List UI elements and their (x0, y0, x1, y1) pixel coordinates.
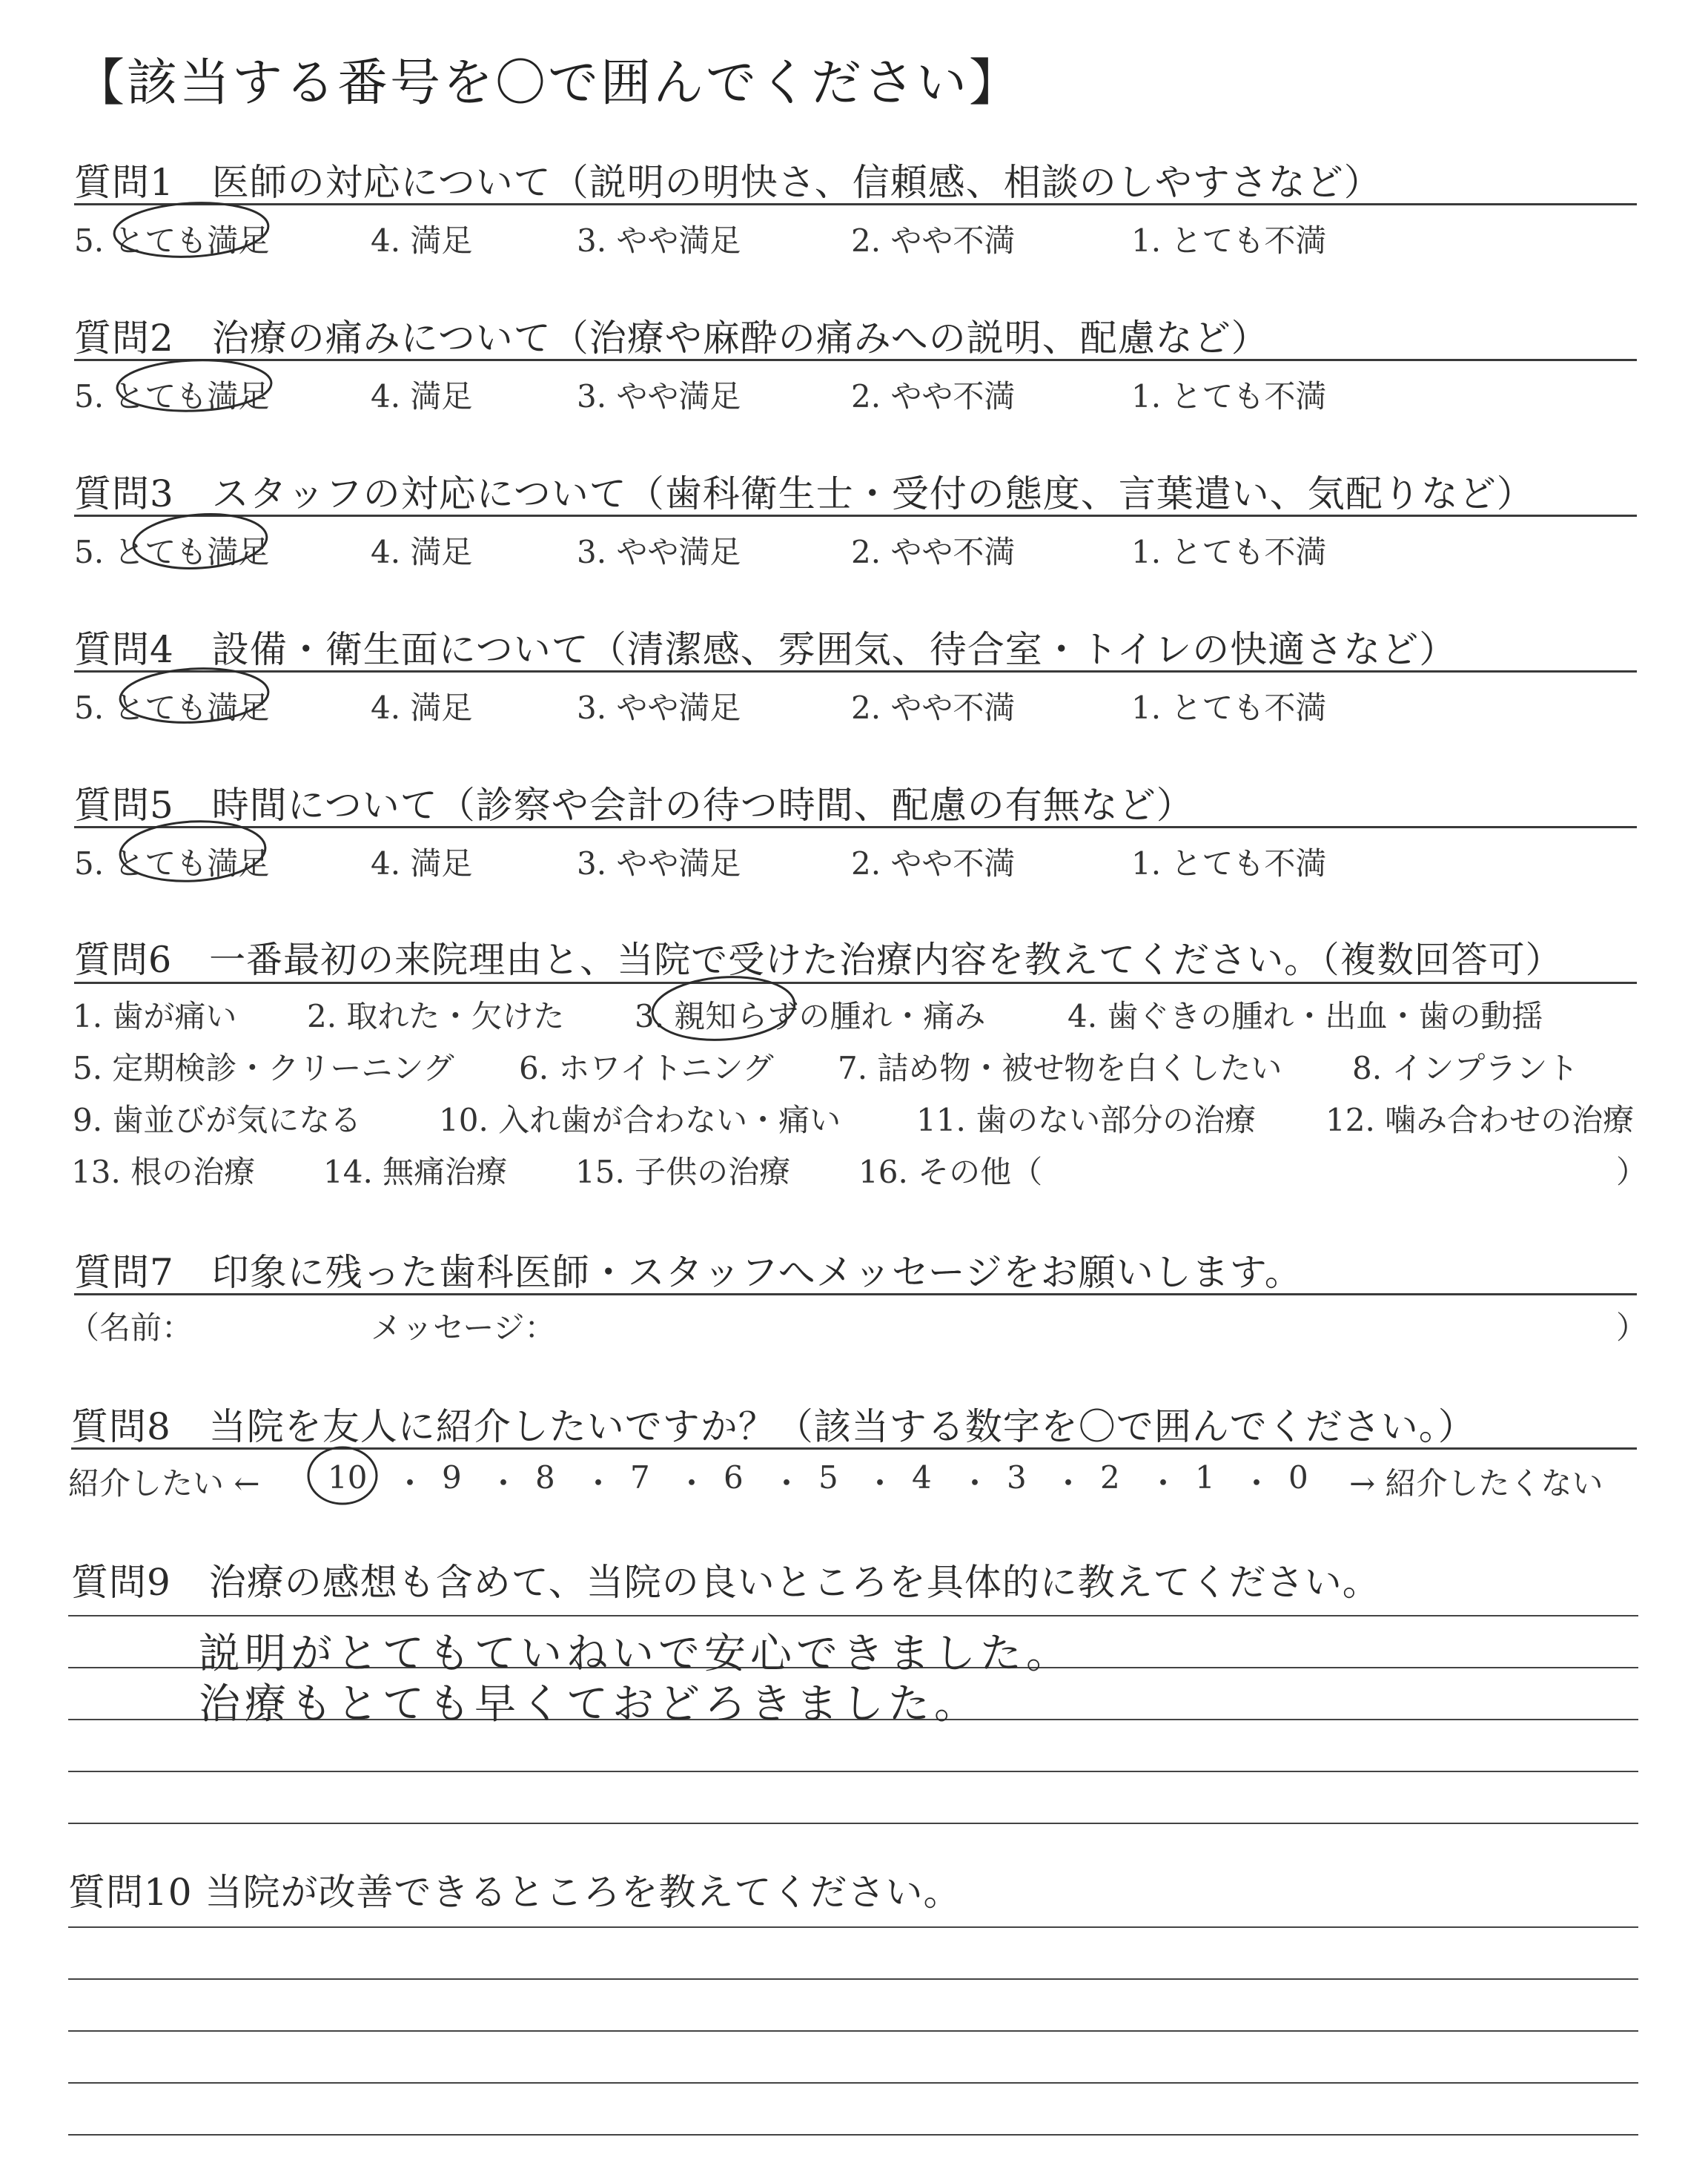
q10-heading: 質問10 当院が改善できるところを教えてください。 (68, 1871, 961, 1914)
q8-heading: 質問8 当院を友人に紹介したいですか？（該当する数字を〇で囲んでください。） (71, 1405, 1476, 1448)
q2-option-2[interactable]: 2. やや不満 (851, 378, 1016, 415)
q5-option-1[interactable]: 1. とても不満 (1131, 845, 1327, 882)
q5-option-3[interactable]: 3. やや満足 (577, 845, 741, 882)
q8-separator: ・ (583, 1465, 615, 1502)
q1-heading: 質問1 医師の対応について（説明の明快さ、信頼感、相談のしやすさなど） (74, 161, 1382, 204)
q8-separator: ・ (864, 1465, 896, 1502)
q8-separator: ・ (394, 1465, 426, 1502)
q4-option-4[interactable]: 4. 満足 (371, 690, 473, 726)
q6-option-11[interactable]: 11. 歯のない部分の治療 (916, 1102, 1257, 1138)
q8-score-3[interactable]: 3 (1007, 1459, 1027, 1496)
q4-option-5[interactable]: 5. とても満足 (74, 690, 270, 726)
q1-option-1[interactable]: 1. とても不満 (1131, 222, 1327, 259)
q2-heading: 質問2 治療の痛みについて（治療や麻酔の痛みへの説明、配慮など） (74, 317, 1269, 360)
q8-separator: ・ (959, 1465, 991, 1502)
q3-option-1[interactable]: 1. とても不満 (1131, 534, 1327, 570)
q5-option-5[interactable]: 5. とても満足 (74, 845, 270, 882)
q2-option-1[interactable]: 1. とても不満 (1131, 378, 1327, 415)
q1-option-3[interactable]: 3. やや満足 (577, 222, 741, 259)
q6-option-14[interactable]: 14. 無痛治療 (323, 1154, 508, 1190)
q7-name-label: （名前： (68, 1309, 193, 1346)
q8-separator: ・ (488, 1465, 520, 1502)
q6-option-13[interactable]: 13. 根の治療 (71, 1154, 256, 1190)
q2-selection-circle (116, 357, 272, 413)
q8-separator: ・ (1053, 1465, 1085, 1502)
q3-option-5[interactable]: 5. とても満足 (74, 534, 270, 570)
q8-score-8[interactable]: 8 (535, 1459, 555, 1496)
q8-separator: ・ (676, 1465, 708, 1502)
q6-option-8[interactable]: 8. インプラント (1352, 1050, 1579, 1086)
q8-separator: ・ (1241, 1465, 1273, 1502)
form-title: 【該当する番号を〇で囲んでください】 (74, 54, 1022, 113)
q8-score-10[interactable]: 10 (328, 1459, 368, 1496)
q6-option-10[interactable]: 10. 入れ歯が合わない・痛い (439, 1102, 841, 1138)
q4-option-2[interactable]: 2. やや不満 (851, 690, 1016, 726)
q8-score-2[interactable]: 2 (1100, 1459, 1120, 1496)
q2-option-4[interactable]: 4. 満足 (371, 378, 473, 415)
q2-option-5[interactable]: 5. とても満足 (74, 378, 270, 415)
q1-selection-circle (113, 199, 269, 261)
q6-option-2[interactable]: 2. 取れた・欠けた (307, 998, 565, 1034)
q8-left-label: 紹介したい ← (68, 1465, 260, 1502)
q7-message-label: メッセージ： (371, 1309, 556, 1346)
q4-selection-circle (119, 665, 269, 726)
q6-selection-circle (650, 972, 796, 1044)
q1-option-5[interactable]: 5. とても満足 (74, 222, 270, 259)
q7-heading: 質問7 印象に残った歯科医師・スタッフへメッセージをお願いします。 (74, 1251, 1302, 1294)
q8-score-5[interactable]: 5 (818, 1459, 838, 1496)
q6-option-6[interactable]: 6. ホワイトニング (519, 1050, 774, 1086)
q3-selection-circle (132, 510, 269, 572)
q3-option-4[interactable]: 4. 満足 (371, 534, 473, 570)
q4-heading: 質問4 設備・衛生面について（清潔感、雰囲気、待合室・トイレの快適さなど） (74, 628, 1457, 671)
q9-answer-line-2[interactable]: 治療もとても早くておどろきました。 (199, 1680, 980, 1728)
q6-other-close: ） (1616, 1154, 1648, 1190)
q9-heading: 質問9 治療の感想も含めて、当院の良いところを具体的に教えてください。 (71, 1561, 1380, 1604)
q4-option-3[interactable]: 3. やや満足 (577, 690, 741, 726)
q6-option-7[interactable]: 7. 詰め物・被せ物を白くしたい (838, 1050, 1282, 1086)
q3-heading: 質問3 スタッフの対応について（歯科衛生士・受付の態度、言葉遣い、気配りなど） (74, 472, 1535, 515)
q8-score-1[interactable]: 1 (1195, 1459, 1215, 1496)
q6-heading: 質問6 一番最初の来院理由と、当院で受けた治療内容を教えてください。（複数回答可） (74, 939, 1563, 981)
q8-score-9[interactable]: 9 (442, 1459, 462, 1496)
q8-score-0[interactable]: 0 (1288, 1459, 1308, 1496)
q5-option-2[interactable]: 2. やや不満 (851, 845, 1016, 882)
q6-option-16[interactable]: 16. その他（ (858, 1154, 1043, 1190)
q4-option-1[interactable]: 1. とても不満 (1131, 690, 1327, 726)
q5-heading: 質問5 時間について（診察や会計の待つ時間、配慮の有無など） (74, 784, 1194, 827)
q6-option-1[interactable]: 1. 歯が痛い (73, 998, 237, 1034)
q3-option-2[interactable]: 2. やや不満 (851, 534, 1016, 570)
q6-option-12[interactable]: 12. 噛み合わせの治療 (1325, 1102, 1635, 1138)
q6-option-4[interactable]: 4. 歯ぐきの腫れ・出血・歯の動揺 (1068, 998, 1543, 1034)
q8-score-4[interactable]: 4 (912, 1459, 932, 1496)
q8-score-7[interactable]: 7 (630, 1459, 650, 1496)
q8-right-label: → 紹介したくない (1349, 1465, 1603, 1502)
q5-selection-circle (119, 818, 267, 885)
q2-option-3[interactable]: 3. やや満足 (577, 378, 741, 415)
q6-option-15[interactable]: 15. 子供の治療 (575, 1154, 791, 1190)
q8-selection-circle (308, 1447, 377, 1504)
q1-option-2[interactable]: 2. やや不満 (851, 222, 1016, 259)
q8-separator: ・ (771, 1465, 803, 1502)
q8-score-6[interactable]: 6 (724, 1459, 744, 1496)
q6-option-5[interactable]: 5. 定期検診・クリーニング (73, 1050, 454, 1086)
q9-answer-line-1[interactable]: 説明がとてもていねいで安心できました。 (199, 1630, 1072, 1678)
q1-option-4[interactable]: 4. 満足 (371, 222, 473, 259)
q7-close: ） (1616, 1309, 1648, 1346)
q8-separator: ・ (1148, 1465, 1179, 1502)
q6-option-9[interactable]: 9. 歯並びが気になる (73, 1102, 362, 1138)
q6-option-3[interactable]: 3. 親知らずの腫れ・痛み (635, 998, 986, 1034)
q5-option-4[interactable]: 4. 満足 (371, 845, 473, 882)
q3-option-3[interactable]: 3. やや満足 (577, 534, 741, 570)
